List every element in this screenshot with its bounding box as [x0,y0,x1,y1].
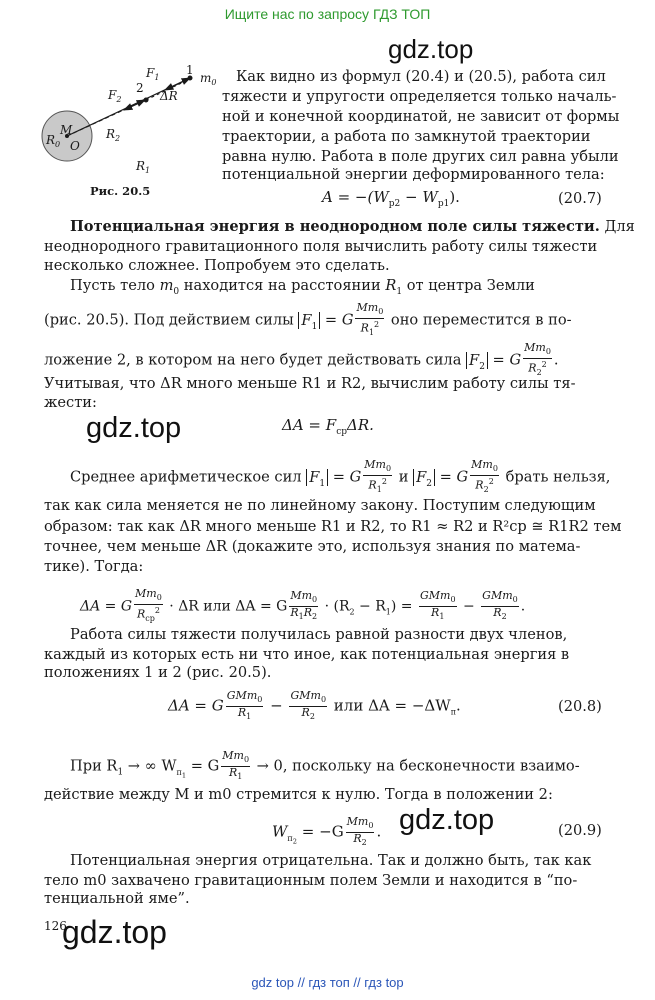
label-point1: 1 [186,63,194,77]
text-line: Как видно из формул (20.4) и (20.5), работа сил [236,68,606,85]
text-line: Среднее арифметическое сил $F_1 = G$ $\frac{Mm_0}{R_1^2}$ и $F_2 = G$ $\frac{Mm_0}{R_2^2}$ брать нельзя, [70,458,611,495]
section-heading: Потенциальная энергия в неоднородном поле силы тяжести. Для [70,218,635,235]
formula-20-8: ΔA = G $\frac{GMm_0}{R_1}$ − $\frac{GMm_0}{R_2}$ или $\Delta A = -\Delta W_п$. [168,689,461,722]
text-line: тике). Тогда: [44,558,144,575]
text-line: несколько сложнее. Попробуем это сделать. [44,257,390,274]
formula-20-7: $A = -(W_{p2} - W_{p1})$. [322,188,460,209]
text-line: так как сила меняется не по линейному закону. Поступим следующим [44,497,596,514]
page-number: 126 [44,919,67,933]
f2-vector [124,100,146,110]
text-line: (рис. 20.5). Под действием силы $F_1 = G$ $\frac{Mm_0}{R_1^2}$ оно переместится в по- [44,301,572,338]
equation-number: (20.8) [558,698,602,715]
label-o: O [70,139,80,153]
watermark: gdz.top [86,412,182,444]
text-line: жести: [44,394,97,411]
text-line: ложение 2, в котором на него будет действовать сила $F_2 = G$ $\frac{Mm_0}{R_2^2}$ . [44,341,559,378]
figure-caption: Рис. 20.5 [90,184,151,198]
text-line: положениях 1 и 2 (рис. 20.5). [44,664,272,681]
text-line: Работа силы тяжести получилась равной разности двух членов, [70,626,568,643]
text-line: траектории, а работа по замкнутой траектории [222,128,591,145]
text-line: точнее, чем меньше ΔR (докажите это, используя знания по матема- [44,538,581,555]
label-f2: $F_2$ [108,88,122,104]
label-point2: 2 [136,81,144,95]
text-line: Пусть тело $m_0$ находится на расстоянии $R_1$ от центра Земли [70,277,535,297]
text-line: потенциальной энергии деформированного тела: [222,166,605,183]
text-line: тело m0 захвачено гравитационным полем Земли и находится в “по- [44,872,578,889]
text-line: ной и конечной координатой, не зависит от формы [222,108,620,125]
dr-vector [170,78,190,88]
watermark: gdz.top [388,34,474,64]
label-f1: $F_1$ [146,66,160,82]
watermark: gdz.top [62,914,167,950]
label-r2: $R_2$ [106,127,121,143]
text-line: образом: так как ΔR много меньше R1 и R2, то R1 ≈ R2 и R²ср ≅ R1R2 тем [44,518,622,535]
formula-work: ΔA = G $\frac{Mm_0}{R_{ср}^2}$ · ΔR или ΔA = G $\frac{Mm_0}{R_1R_2}$ · $(R_2 - R_1)$ = $\frac{GMm_0}{R_1}$ − $\frac{GMm_0}{R_2}$ . [80,587,526,624]
point-2 [144,98,149,103]
top-banner[interactable]: Ищите нас по запросу ГДЗ ТОП [224,6,431,22]
text-line: каждый из которых есть ни что иное, как потенциальная энергия в [44,646,570,663]
text-line: При $R_1$ → ∞ $W_{п_1} = G$ $\frac{Mm_0}{R_1}$ → 0, поскольку на бесконечности взаимо- [70,749,580,782]
watermark: gdz.top [399,804,495,836]
text-line: равна нулю. Работа в поле других сил равна убыли [222,148,619,165]
label-m: M [60,123,73,137]
equation-number: (20.7) [558,190,602,207]
text-line: действие между M и m0 стремится к нулю. Тогда в положении 2: [44,786,553,803]
label-dr: ΔR [160,89,178,103]
equation-number: (20.9) [558,822,602,839]
text-line: тенциальной яме”. [44,890,190,907]
formula-delta-a: $\Delta A = F_{ср}\Delta R$. [282,416,374,437]
formula-20-9: $W_{п_2} = -G$ $\frac{Mm_0}{R_2}$ . [272,815,382,848]
text-line: Потенциальная энергия отрицательна. Так и должно быть, так как [70,852,592,869]
label-r1: $R_1$ [136,159,151,175]
label-m0: $m_0$ [200,71,217,87]
text-line: Учитывая, что ΔR много меньше R1 и R2, вычислим работу силы тя- [44,375,576,392]
bottom-banner[interactable]: gdz top // гдз топ // гдз top [251,975,404,990]
text-line: тяжести и упругости определяется только началь- [222,88,617,105]
text-line: неоднородного гравитационного поля вычислить работу силы тяжести [44,238,598,255]
figure-20-5 [40,62,235,182]
label-r0: $R_0$ [46,133,61,149]
